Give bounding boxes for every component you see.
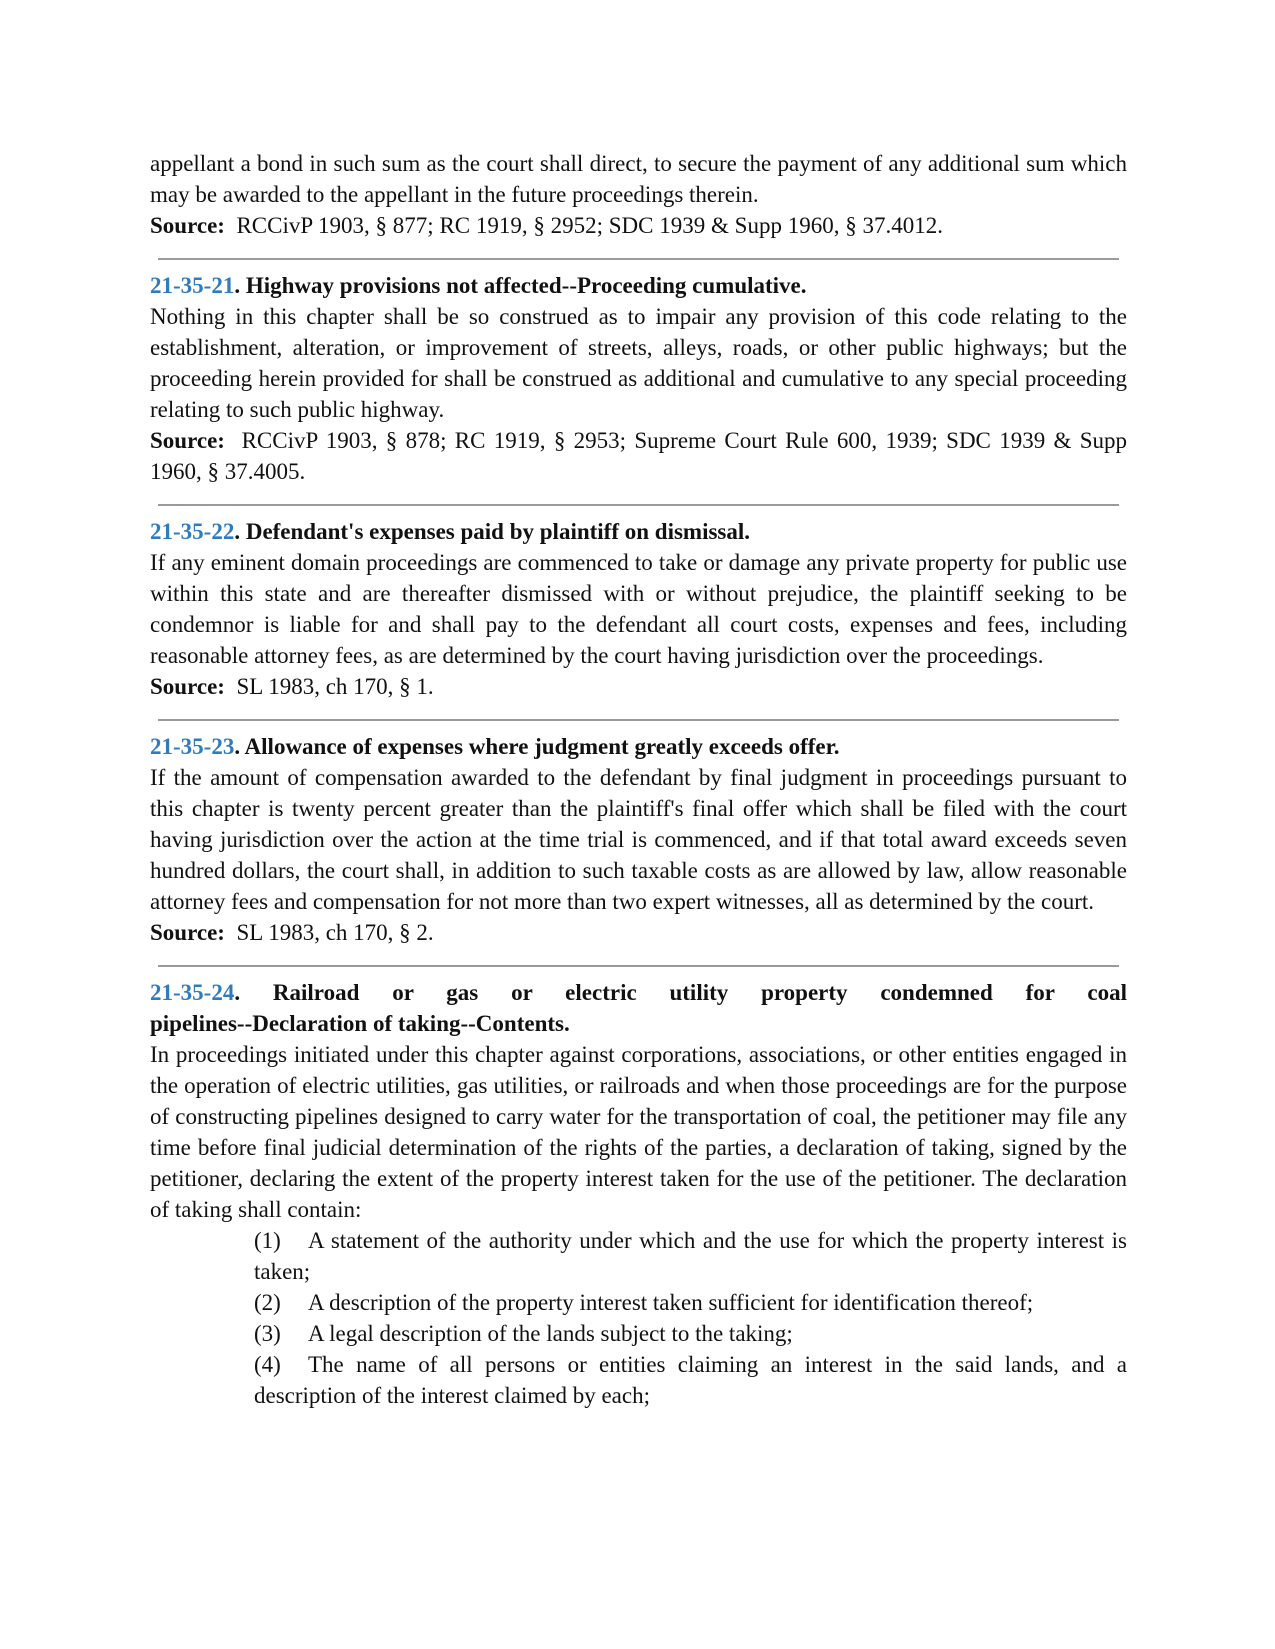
section-21-35-21 <box>150 270 1127 487</box>
section-title-line-1: . Railroad or gas or electric utility property condemned for coal <box>234 980 1127 1005</box>
section-source <box>150 671 1127 702</box>
list-item-number: (1) <box>254 1228 281 1253</box>
section-heading <box>150 516 1127 547</box>
list-item-text: A description of the property interest taken sufficient for identification thereof; <box>308 1290 1034 1315</box>
section-body: If the amount of compensation awarded to the defendant by final judgment in proceedings pursuant to this chapter is twenty percent greater than the plaintiff's final offer which shall be filed with the court having jurisdiction over the action at the time trial is commenced, and if that total award exceeds seven hundred dollars, the court shall, in addition to such taxable costs as are allowed by law, allow reasonable attorney fees and compensation for not more than two expert witnesses, all as determined by the court. <box>150 765 1127 914</box>
source-label: Source: <box>150 213 225 238</box>
section-21-35-23 <box>150 731 1127 948</box>
list-item <box>254 1225 1127 1287</box>
source-label: Source: <box>150 674 225 699</box>
section-heading <box>150 977 1127 1008</box>
section-body: If any eminent domain proceedings are commenced to take or damage any private property for public use within this state and are thereafter dismissed with or without prejudice, the plaintiff seeking to be condemnor is liable for and shall pay to the defendant all court costs, expenses and fees, including reasonable attorney fees, as are determined by the court having jurisdiction over the proceedings. <box>150 550 1127 668</box>
list-item <box>254 1349 1127 1411</box>
section-21-35-22 <box>150 516 1127 702</box>
section-body: In proceedings initiated under this chapter against corporations, associations, or other entities engaged in the operation of electric utilities, gas utilities, or railroads and when those proceedings are for the purpose of constructing pipelines designed to carry water for the transportation of coal, the petitioner may file any time before final judicial determination of the rights of the parties, a declaration of taking, signed by the petitioner, declaring the extent of the property interest taken for the use of the petitioner. The declaration of taking shall contain: <box>150 1042 1127 1222</box>
section-divider <box>158 504 1119 506</box>
source-label: Source: <box>150 920 225 945</box>
list-item-text: A legal description of the lands subject to the taking; <box>308 1321 793 1346</box>
list-item <box>254 1318 1127 1349</box>
source-text: RCCivP 1903, § 877; RC 1919, § 2952; SDC 1939 & Supp 1960, § 37.4012. <box>236 213 943 238</box>
source-text: SL 1983, ch 170, § 1. <box>236 674 434 699</box>
section-source <box>150 917 1127 948</box>
section-divider <box>158 719 1119 721</box>
source-text: SL 1983, ch 170, § 2. <box>236 920 434 945</box>
section-21-35-24 <box>150 977 1127 1411</box>
section-title: . Highway provisions not affected--Proceeding cumulative. <box>234 273 807 298</box>
declaration-contents-list <box>254 1225 1127 1411</box>
source-label: Source: <box>150 428 225 453</box>
list-item-number: (3) <box>254 1321 281 1346</box>
section-divider <box>158 965 1119 967</box>
section-number-link[interactable]: 21-35-21 <box>150 273 235 298</box>
section-source <box>150 425 1127 487</box>
section-body: Nothing in this chapter shall be so construed as to impair any provision of this code relating to the establishment, alteration, or improvement of streets, alleys, roads, or other public highways; but the proceeding herein provided for shall be construed as additional and cumulative to any special proceeding relating to such public highway. <box>150 304 1127 422</box>
section-heading <box>150 731 1127 762</box>
intro-source <box>150 210 1127 241</box>
section-heading <box>150 270 1127 301</box>
section-divider <box>158 258 1119 260</box>
section-title: . Defendant's expenses paid by plaintiff on dismissal. <box>234 519 751 544</box>
list-item-number: (2) <box>254 1290 281 1315</box>
section-number-link[interactable]: 21-35-24 <box>150 980 235 1005</box>
section-number-link[interactable]: 21-35-22 <box>150 519 235 544</box>
section-title-line-2: pipelines--Declaration of taking--Contents. <box>150 1011 570 1036</box>
section-title: . Allowance of expenses where judgment greatly exceeds offer. <box>234 734 840 759</box>
section-number-link[interactable]: 21-35-23 <box>150 734 235 759</box>
document-page <box>150 148 1127 1411</box>
list-item-text: A statement of the authority under which and the use for which the property interest is taken; <box>254 1228 1127 1284</box>
list-item <box>254 1287 1127 1318</box>
list-item-number: (4) <box>254 1352 281 1377</box>
list-item-text: The name of all persons or entities claiming an interest in the said lands, and a description of the interest claimed by each; <box>254 1352 1127 1408</box>
intro-paragraph: appellant a bond in such sum as the court shall direct, to secure the payment of any additional sum which may be awarded to the appellant in the future proceedings therein. <box>150 151 1127 207</box>
source-text: RCCivP 1903, § 878; RC 1919, § 2953; Supreme Court Rule 600, 1939; SDC 1939 & Supp 1960, § 37.4005. <box>150 428 1128 484</box>
